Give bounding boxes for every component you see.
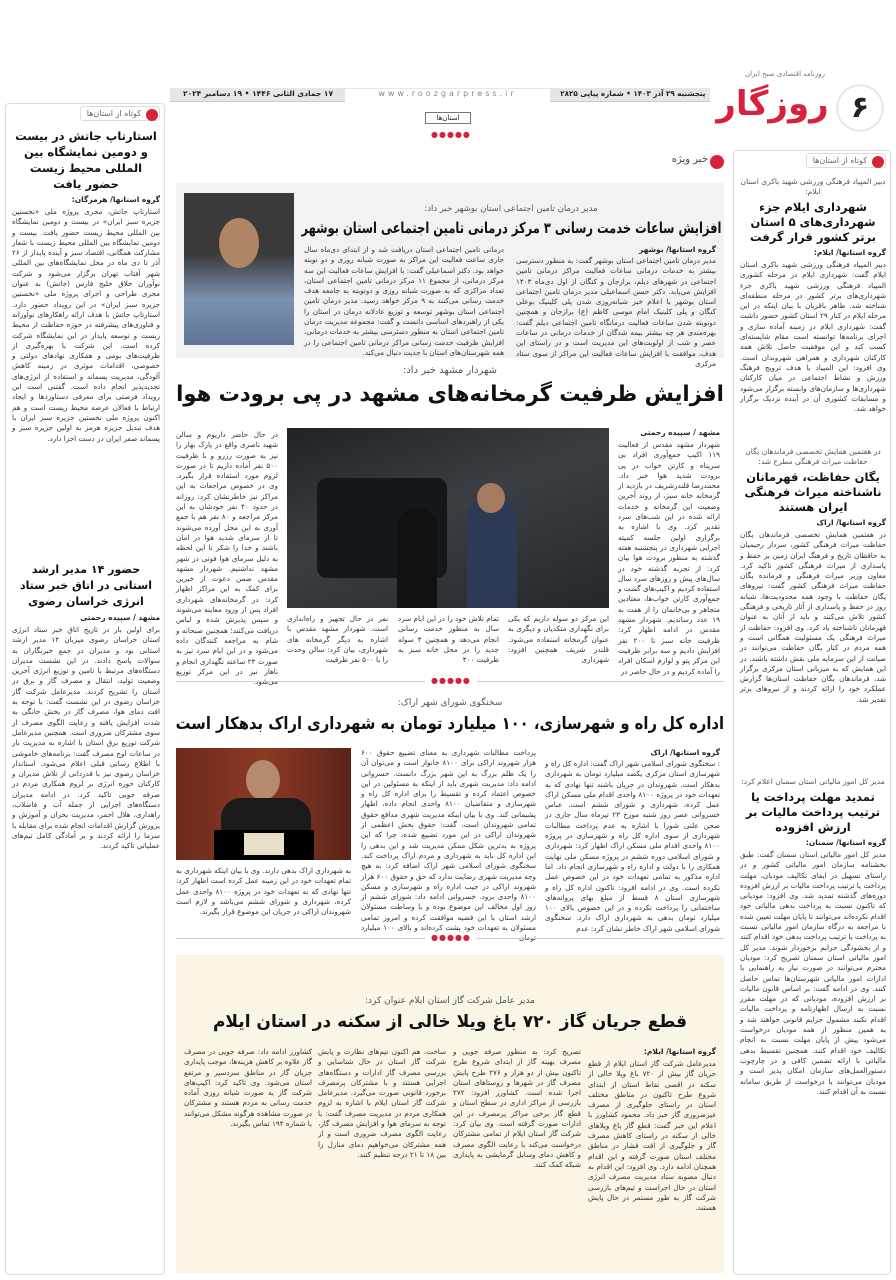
ilam-article: [176, 955, 724, 1273]
section-icon: [872, 156, 884, 168]
article-kicker: مدیر درمان تامین اجتماعی استان بوشهر خبر داد:: [424, 204, 598, 214]
website: www.roozgarpress.ir: [345, 89, 550, 102]
official-portrait-photo: [184, 193, 294, 345]
article-byline: گروه استانها/ ایلام:: [643, 1047, 716, 1056]
photo-caption-text: تمام تلاش خود را در این ایام سرد سال به منظور خدمت رسانی انجام می‌دهد و همچنین ۴ سوله جدید را در محل خانه سبز به ظرفیت ۴۰۰: [398, 614, 499, 665]
left-story-2: [12, 562, 160, 1270]
article-body: مدیرعامل شرکت گاز استان ایلام از قطع جریان گاز بیش از ۷۲۰ باغ ویلا خالی از سکنه در اقصی نقاط استان از ابتدای شروع طرح تاکنون در مناطق مختلف استان در راستای جلوگیری از مصرف غیرضروری گاز خبر داد. محمود کشاورز با اعلام این خبر گفت: قطع گاز باغ ویلاهای خالی از سکنه در راستای کاهش مصرف گاز و جلوگیری از افت فشار در مناطق مختلف استان صورت گرفته و این اقدام همچنان ادامه دارد. وی افزود: این اقدام به دنبال مصوبه ستاد مدیریت مصرف انرژی استان در حال اجراست و تیم‌های بازرسی شرکت گاز به طور مستمر در حال پایش هستند.: [588, 1059, 716, 1213]
right-story-2: [740, 447, 886, 769]
story-headline: یگان حفاظت، قهرمانان ناشناخته میراث فرهنگی ایران هستند: [744, 470, 882, 514]
article-body: شهردار مشهد مقدس از فعالیت ۱۱۹ اکیپ جمع‌آوری افراد بی سرپناه و کارتن خواب در پی برودت شدید هوا خبر داد. محمدرضا قلندرشریف در بازدید از گرمخانه خانه سبز، از روند آخرین وضعیت این گرمخانه و خدمات ارائه شده در این شب‌های سرد تقدیر کرد. وی با اشاره به برگزاری اولین جلسه کمیته اجرایی شهرداری در پنجشنبه هفته گذشته به منظور برودت هوا بیان کرد: از تجربه گذشته خود در سال‌های پیش و روزهای سرد سال استفاده کردیم و اکیپ‌های گشت و جمع‌آوری کارتن خواب‌ها، معتادین متجاهر و بی‌خانمان را از هفت به ۱۹ عدد رساندیم. شهردار مشهد مقدس در ادامه اظهار کرد: ظرفیت خانه سبز تا ۲۰۰ نفر افزایش دادیم و سه برابر ظرفیت این مرکز پتو و لوازم اسکان افراد را آماده کردیم و در حال حاضر در: [618, 440, 720, 676]
article-byline: گروه استانها/ اراک: [650, 748, 720, 757]
article-headline: افزایش ساعات خدمت رسانی ۳ مرکز درمانی تامین اجتماعی استان بوشهر: [300, 219, 721, 237]
article-body: پرداخت مطالبات شهرداری به معنای تضییع حقوق ۶۰۰ هزار شهروند اراکی برای ۸۱۰۰ خانوار است و می‌توان آن را یک ظلم بزرگ به این شهر بزرگ دانست. خسروانی ادامه داد: مدیریت شهری باید از اینکه به مسئولین در این خصوص اعتماد کرده و تقسیط را برای اداره کل راه و شهرسازی و متقاضیان ۸۱۰۰ واحدی انجام داده، اظهار پشیمانی کند. وی با بیان اینکه مدیریت شهری مدافع حقوق تمامی شهروندان است، گفت: حقوق بخش اعظمی از شهروندان اراکی در این مورد تضییع شده، چرا که این پروژه به بدترین شکل ممکن مدیریت شد و این بدهی را این اداره کل باید به شهرداری و مردم اراک پرداخت کند. سخنگوی شورای اسلامی شهر اراک اضافه کرد: به هیچ وجه مدیریت شهری رضایت ندارد که حق و حقوق ۶۰۰ هزار شهروند اراکی در جیب اداره راه و شهرسازی و مسکن ۸۱۰۰ واحدی برود. خسروانی ادامه داد: شورای ششم از روز اول مخالف این موضوع بوده و با وساطت مسئولان ارشد استان با این قضیه موافقت کرده و امروز تمامی مسئولان به تعهدات خود پشت کرده‌اند و بالای ۱۰۰ میلیارد: [361, 748, 537, 933]
page-number: ۶: [838, 86, 882, 130]
logo: روزگار: [716, 84, 829, 124]
article-kicker: شهردار مشهد خبر داد:: [402, 365, 497, 376]
article-body: به شهرداری اراک بدهی دارند. وی با بیان اینکه شهرداری به تمام تعهدات خود در این زمینه عمل کرده است اظهار کرد: تنها نهادی که به تعهدات خود در پروژه ۸۱۰۰ واحدی عمل کرده، شهرداری و شورای ششم می‌باشد و لازم است شهروندان اراکی در جریان این موضوع قرار بگیرند.: [176, 866, 351, 917]
article-headline: افزایش ظرفیت گرمخانه‌های مشهد در پی برودت هوا: [176, 382, 724, 407]
article-body: ساخت. هم اکنون تیم‌های نظارت و پایش شرکت گاز استان در حال شناسایی و بررسی مصرف گاز ادارات و دستگاه‌های اجرایی هستند و با مشترکان پرمصرف برخورد قانونی صورت می‌گیرد. مدیرعامل شرکت گاز استان ایلام با اشاره به لزوم همکاری مردم در مدیریت مصرف گفت: با توجه به سرمای هوا و افزایش مصرف گاز، رعایت الگوی مصرف ضروری است و از همه مشترکان می‌خواهیم دمای منازل را بین ۱۸ تا ۲۱ درجه تنظیم کنند.: [318, 1047, 446, 1159]
section-stamp: استان‌ها: [425, 112, 471, 124]
story-kicker: دبیر المپیاد فرهنگی ورزشی شهید باکری استان ایلام:: [740, 177, 886, 196]
article-body: درمانی تامین اجتماعی استان دریافت شد و از ابتدای دی‌ماه سال جاری ساعت فعالیت این مراکز به صورت شبانه روزی و دو نوبته خواهد بود. دکتر اسماعیلی گفت: با افزایش ساعات فعالیت این سه مرکز درمانی، از مجموع ۱۱ مرکز درمانی تامین اجتماعی استان، تعداد مراکزی که به صورت شبانه روزی و دونوبته به جامعه هدف خدمت رسانی می‌کنند به ۹ مرکز خواهد رسید. مدیر درمان تامین اجتماعی استان بوشهر توسعه و توزیع عادلانه درمان در استان را یکی از راهبردهای اساسی دانست و گفت: مجموعه مدیریت درمان تامین اجتماعی استان به منظور دسترسی بیشتر به خدمات درمانی، افزایش ظرفیت خدمت رسانی مراکز درمانی تامین اجتماعی را در همه شهرستان‌های استان با جدیت دنبال می‌کند.: [304, 245, 504, 357]
section-label: کوتاه از استان‌ها: [80, 106, 160, 121]
article-body: تصریح کرد: به منظور صرفه جویی و مصرف بهینه گاز از ابتدای شروع طرح تاکنون بیش از دو هزار و ۲۷۶ طرح پایش مصرف گاز در شهرها و روستاهای استان اجرا شده است. کشاورز افزود: ۲۷۲ بازرسی از مراکز اداری در سطح استان و قطع گاز برخی مراکز پرمصرف در این ادارات صورت گرفته است. وی بیان کرد: شرکت گاز استان ایلام از تمامی مشترکان درخواست می‌کند با رعایت الگوی مصرف و کاهش دمای وسایل گرمایشی به پایداری شبکه کمک کنند.: [453, 1047, 581, 1170]
ornament: ●●●●●: [425, 676, 477, 685]
right-column: [733, 150, 891, 1275]
article-body: مدیر درمان تامین اجتماعی استان بوشهر گفت: به منظور دسترسی بیشتر به خدمات درمانی ساعات فعالیت مراکز درمانی تامین اجتماعی در شهرهای دیلم، برازجان و کنگان از اول دی‌ماه ۱۴۰۳ افزایش می‌یابد. دکتر حسن اسماعیلی مدیر درمان تامین اجتماعی استان بوشهر با اعلام خبر شبانه‌روزی شدن پلی کلینیک بوعلی کنگان و پلی کلینیک امام موسی کاظم (ع) برازجان و همچنین دونوبته شدن ساعات فعالیت درمانگاه تامین اجتماعی دیلم گفت: بهره‌مندی هر چه بیشتر بیمه شدگان از خدمات درمانی در ساعات عصر و شب از اولویت‌های این مدیریت است و در راستای این هدف، موافقت با افزایش ساعات فعالیت این مراکز از سوی ستاد مرکزی: [516, 256, 716, 368]
special-news-icon: [710, 155, 724, 169]
article-kicker: سخنگوی شورای شهر اراک:: [397, 698, 503, 708]
ornament: ●●●●●: [425, 130, 477, 139]
article-body: : سخنگوی شورای اسلامی شهر اراک گفت: اداره کل راه و شهرسازی استان مرکزی یکصد میلیارد تومان به شهرداری بدهکار است. شهروندان در جریان باشند تنها نهادی که به تعهدات خود در پروژه ۸۱۰۰ واحدی اقدام ملی مسکن اراک عمل کرده، شهرداری و شورای ششم است. عباس خسروانی عصر روز شنبه مورخ ۲۳ تیرماه سال جاری در صحن علنی شورا با اشاره به عدم پرداخت مطالبات شهرداری از سوی اداره کل راه و شهرسازی در پروژه ۸۱۰۰ واحدی اقدام ملی مسکن اراک اظهار کرد: شهرداری و شورای اسلامی دوره ششم در پروژه مسکن ملی نهایت همکاری را با دولت و اداره راه و شهرسازی انجام داد. اما اداره مذکور به تمامی تعهدات خود در این خصوص عمل نکرده است. وی در ادامه افزود: تاکنون اداره کل راه و شهرسازی استان ۸ قسط از مبلغ بهای پروانه‌های ساختمانی را پرداخت نکرده و در این خصوص بالای ۱۰۰ میلیارد تومان بدهی به شهرداری اراک دارد. سخنگوی شورای اسلامی شهر اراک خاطر نشان کرد: عدم: [545, 759, 720, 933]
story-byline: گروه استانها/ سمنان:: [805, 838, 886, 847]
story-headline: شهرداری ایلام جزء شهرداری‌های ۵ استان برتر کشور قرار گرفت: [750, 200, 876, 244]
story-byline: گروه استانها/ اراک: [816, 518, 886, 527]
article-byline: گروه استانها/ بوشهر: [639, 245, 716, 254]
right-story-1: [740, 177, 886, 441]
hijri-gregorian-date: ۱۷ جمادی الثانی ۱۴۴۶ • ۱۹ دسامبر ۲۰۲۴: [182, 89, 334, 98]
story-body: در هفتمین همایش تخصصی فرماندهان یگان حفاظت میراث فرهنگی کشور، سردار رحیمیان به حافظان تاریخ و فرهنگ ایران زمین بر حفظ و پاسداری از میراث فرهنگی کشور تاکید کرد. معاون وزیر میراث فرهنگی و فرمانده یگان حفاظت میراث فرهنگی کشور گفت: نیروهای یگان حفاظت با وجود همه محدودیت‌ها، شبانه روز در حفظ و پاسداری از آثار تاریخی و فرهنگی کشور تلاش می‌کنند و باید از آنان به عنوان قهرمانان ناشناخته یاد کرد. وی افزود: حفاظت از میراث فرهنگی یک مسئولیت همگانی است و همه مردم در کنار یگان حفاظت می‌توانند در صیانت از این سرمایه ملی نقش داشته باشند. در این همایش که به میزبانی استان مرکزی برگزار شد، فرماندهان یگان حفاظت استان‌ها گزارش عملکرد خود را ارائه کردند و از نیروهای برتر تقدیر شد.: [740, 530, 886, 704]
story-kicker: در هفتمین همایش تخصصی فرماندهان یگان حفاظت میراث فرهنگی مطرح شد:: [745, 447, 881, 466]
tagline: روزنامه اقتصادی صبح ایران: [744, 70, 826, 78]
story-byline: گروه استانها/ هرمزگان:: [71, 195, 160, 204]
right-story-3: [740, 777, 886, 1271]
article-body: کشاورز ادامه داد: صرفه جویی در مصرف گاز علاوه بر کاهش هزینه‌ها، موجب پایداری جریان گاز در مناطق سردسیر و مرتفع استان می‌شود. وی تاکید کرد: اکیپ‌های شرکت گاز به صورت شبانه روزی آماده خدمت رسانی به مردم هستند و مشترکان در صورت مشاهده هرگونه مشکل می‌توانند با شماره ۱۹۴ تماس بگیرند.: [184, 1047, 312, 1129]
story-body: دبیر المپیاد فرهنگی ورزشی شهید باکری استان ایلام گفت: شهرداری ایلام در مرحله کشوری المپیاد فرهنگی ورزشی شهید باکری جزء شهرداری‌های برتر کشور در مرحله منطقه‌ای شناخته شد. طاهر باقریان با بیان اینکه در این مرحله ایلام در کنار ۲۹ استان کشور حضور داشت گفت: شهرداری ایلام در زمینه آماده سازی و اجرای برنامه‌ها توانسته است مقام شایسته‌ای کسب کند و این موفقیت حاصل تلاش همه کارکنان شهرداری و همراهی شهروندان است. وی افزود: این المپیاد با هدف ترویج فرهنگ ورزش و نشاط اجتماعی در میان کارکنان شهرداری‌ها و سازمان‌های وابسته برگزار می‌شود و مسابقات کشوری آن در آینده نزدیک برگزار خواهد شد.: [740, 260, 887, 414]
photo-caption-text: نفر در حال تجهیز و راه‌اندازی است. شهردار مشهد مقدس با اشاره به دیگر گرمخانه های شهرداری، بیان کرد: سالن وحدت را با ۵۰۰ نفر ظرفیت: [287, 614, 388, 665]
story-byline: گروه استانها/ ایلام:: [813, 248, 886, 257]
story-body: برای اولین بار در تاریخ اتاق خبر ستاد انرژی استان خراسان رضوی میزبان ۱۴ مدیر ارشد استانی بود و مدیران در جمع خبرنگاران به سوالات پاسخ دادند. در این نشست مدیران دستگاه‌های مرتبط با تامین و توزیع انرژی آخرین وضعیت تولید، انتقال و مصرف گاز و برق در استان را تشریح کردند. مدیرعامل شرکت گاز خراسان رضوی در این نشست گفت: با توجه به افت دمای هوا، مصرف گاز در بخش خانگی به شدت افزایش یافته و رعایت الگوی مصرف از سوی مشترکان ضروری است. همچنین مدیرعامل شرکت توزیع برق استان با اشاره به مدیریت بار در ساعات اوج مصرف گفت: برنامه‌های خاموشی با اطلاع رسانی قبلی اعلام می‌شود. استاندار خراسان رضوی نیز با قدردانی از تلاش مدیران و کارکنان حوزه انرژی بر لزوم همکاری مردم در صرفه جویی تاکید کرد. در ادامه مدیران دستگاه‌های اجرایی از جمله آب و فاضلاب، راهداری، هلال احمر، مدیریت بحران و آموزش و پرورش گزارش اقدامات انجام شده برای مقابله با سرما را ارائه کردند و بر آمادگی کامل تیم‌های عملیاتی تاکید کردند.: [12, 625, 161, 851]
section-label: کوتاه از استان‌ها: [806, 153, 886, 168]
mashhad-shelter-visit-photo: [287, 428, 609, 608]
issue-date: پنجشنبه ۲۹ آذر ۱۴۰۳ • شماره پیاپی ۲۸۲۵: [559, 89, 706, 98]
bushehr-article: [176, 183, 724, 368]
story-byline: مشهد / سپیده رحمتی: [80, 613, 160, 622]
photo-caption-text: این مرکز دو سوله داریم که یکی برای نگهداری متکدیان و دیگری به عنوان گرمخانه استفاده می‌شود. قلندر شریف همچنین افزود: شهرداری: [508, 614, 609, 665]
section-icon: [146, 109, 158, 121]
story-headline: تمدید مهلت پرداخت یا ترتیب پرداخت مالیات بر ارزش افزوده: [745, 790, 881, 834]
left-story-1: [12, 128, 160, 556]
article-body: در حال حاضر داریوم و سالن شهید ناصری واقع در پارک بهار را نیز به صورت رزرو و با ظرفیت ۵۰۰ نفر آماده داریم تا در صورت لزوم مورد استفاده قرار بگیرد. وی در خصوص مراجعات به این مراکز نیز خاطرنشان کرد: روزانه در حدود ۴۰ نفر خودشان به این مرکز مراجعه و ۸۰ نفر هم با جمع آوری به این محل آورده می‌شوند تا از سرمای شدید هوا در امان باشند و خدا را شکر تا این لحظه به دلیل سرمای هوا فوتی در شهر مشهد نداشتیم. شهردار مشهد مقدس ضمن دعوت از خیرین برای کمک به این مراکز اظهار کرد: در گرمخانه‌های شهرداری افراد پس از ورود معاینه می‌شوند و سپس پذیرش شده و لباس دریافت می‌کنند؛ همچنین صبحانه و شام به مراجعه کنندگان داده می‌شود و در این ایام سرد نیز به صورت ۲۴ ساعته نگهداری انجام و ناهار نیز در این مرکز توزیع: [176, 430, 279, 676]
story-headline: استارتاپ جاتش در بیست و دومین نمایشگاه بین المللی محیط زیست حضور یافت: [15, 129, 157, 191]
article-byline: مشهد / سپیده رحمتی: [640, 428, 720, 437]
article-kicker: مدیر عامل شرکت گاز استان ایلام عنوان کرد:: [365, 996, 535, 1006]
article-headline: قطع جریان گاز ۷۲۰ باغ ویلا خالی از سکنه در استان ایلام: [212, 1012, 688, 1032]
article-headline: اداره کل راه و شهرسازی، ۱۰۰ میلیارد تومان به شهرداری اراک بدهکار است: [175, 714, 725, 734]
story-kicker: مدیر کل امور مالیاتی استان سمنان اعلام کرد:: [741, 777, 885, 786]
story-body: مدیر کل امور مالیاتی استان سمنان گفت: طبق بخشنامه سازمان امور مالیاتی کشور و در راستای تسهیل در ایفای تکالیف مودیان، مهلت پرداخت یا ترتیب پرداخت مالیات بر ارزش افزوده دوره‌های گذشته تمدید شد. وی افزود: مودیانی که تاکنون نسبت به پرداخت بدهی مالیاتی خود اقدام نکرده‌اند می‌توانند تا پایان مهلت تعیین شده با مراجعه به درگاه سازمان امور مالیاتی نسبت به پرداخت یا ترتیب پرداخت بدهی خود اقدام کنند و از بخشودگی جرایم برخوردار شوند. مدیر کل امور مالیاتی استان سمنان تصریح کرد: مودیان محترم می‌توانند در صورت نیاز به راهنمایی با ادارات امور مالیاتی شهرستان‌ها تماس حاصل کنند. وی در ادامه گفت: بر اساس قانون مالیات بر ارزش افزوده، مودیانی که در مهلت مقرر نسبت به ارسال اظهارنامه و پرداخت مالیات اقدام نکنند مشمول جرایم قانونی خواهند شد و به همین منظور از همه مودیان درخواست می‌شود پیش از پایان مهلت نسبت به انجام تکالیف خود اقدام کنند. همچنین تقسیط بدهی مالیاتی با ارائه تضمین کافی و در چارچوب دستورالعمل‌های سازمان امکان پذیر است و مودیان می‌توانند با درخواست از طریق سامانه نسبت به آن اقدام کنند.: [740, 850, 886, 1096]
story-body: استارتاپ جاتش، مجری پروژه ملی «نخستین جزیره سبز ایران» در بیست و دومین نمایشگاه بین المللی محیط زیست حضور یافت. بیست و دومین نمایشگاه بین المللی محیط زیست با شعار مشارکت همگانی، اقتصاد سبز و آینده پایدار از ۲۶ آذر تا دی ماه در محل نمایشگاه‌های بین المللی شهر آفتاب تهران برگزار می‌شود و شرکت نوآوران خلاق خلیج فارس (جاتش) به عنوان مجری طراحی و اجرای پروژه ملی «نخستین جزیره سبز ایران» در این رویداد حضور دارد. استارتاپ جاتش با هدف ارائه راهکارهای نوآورانه و فناوری‌های پیشرفته در حوزه حفاظت از محیط زیست و توسعه پایدار در این نمایشگاه شرکت کرده است. این شرکت با بهره‌گیری از ظرفیت‌های بومی و همکاری نهادهای دولتی و خصوصی، اقدامات موثری در زمینه کاهش آلودگی، مدیریت پسماند و استفاده از انرژی‌های تجدیدپذیر انجام داده است. گفتنی است این رویداد فرصتی برای معرفی دستاوردها و ایجاد ارتباط با فعالان عرصه محیط زیست است و هم اکنون پروژه ملی نخستین جزیره سبز ایران با هدف تبدیل جزیره هرمز به اولین جزیره سبز و پسماند صفر ایران در دست اجرا دارد.: [12, 207, 160, 443]
left-column: [5, 103, 165, 1275]
ornament: ●●●●●: [425, 933, 477, 942]
story-headline: حضور ۱۴ مدیر ارشد استانی در اتاق خبر ستاد انرژی خراسان رضوی: [20, 563, 152, 608]
special-news-label: خبر ویژه: [671, 154, 708, 165]
council-spokesman-photo: [176, 748, 351, 860]
